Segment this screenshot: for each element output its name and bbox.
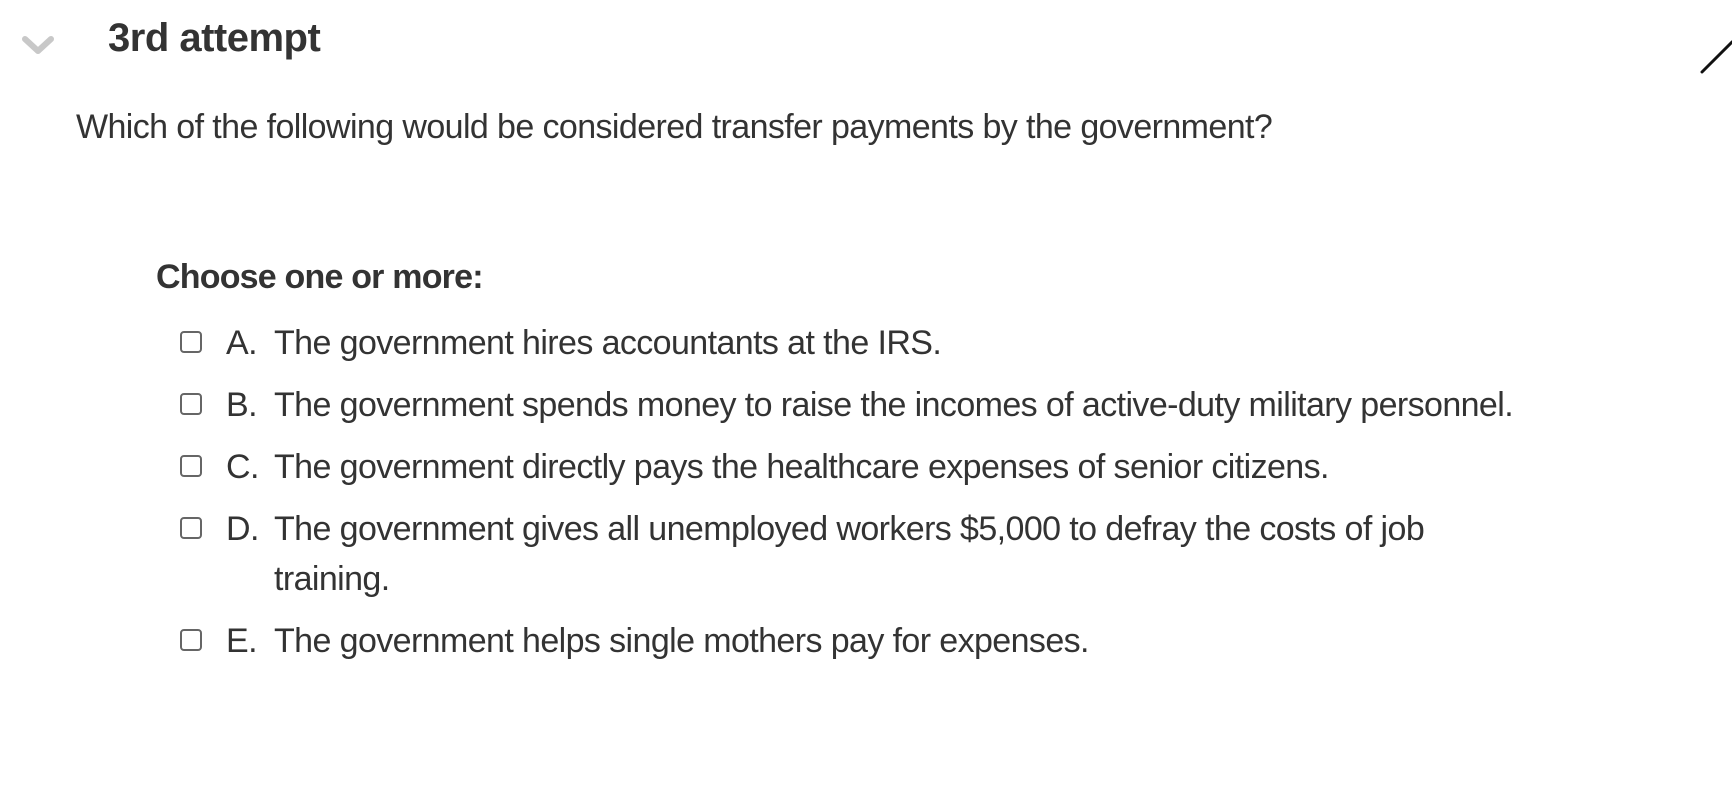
option-text: The government helps single mothers pay for expenses.	[274, 622, 1089, 660]
question-text: Which of the following would be considered transfer payments by the government?	[76, 108, 1273, 146]
answer-options-list	[180, 318, 1600, 678]
option-letter: C.	[226, 448, 259, 486]
option-a[interactable]	[180, 318, 1600, 368]
option-e-checkbox[interactable]	[180, 629, 202, 651]
option-e[interactable]	[180, 616, 1600, 666]
option-letter: E.	[226, 622, 257, 660]
option-b-checkbox[interactable]	[180, 393, 202, 415]
pencil-stroke-icon	[1700, 38, 1732, 74]
option-a-checkbox[interactable]	[180, 331, 202, 353]
chevron-down-icon[interactable]	[22, 34, 54, 56]
option-text: The government directly pays the healthcare expenses of senior citizens.	[274, 448, 1329, 486]
option-b[interactable]	[180, 380, 1600, 430]
option-d-checkbox[interactable]	[180, 517, 202, 539]
option-text: The government gives all unemployed workers $5,000 to defray the costs of job training.	[274, 510, 1425, 598]
option-text: The government spends money to raise the incomes of active-duty military personnel.	[274, 386, 1514, 424]
attempt-title: 3rd attempt	[108, 16, 321, 60]
option-d[interactable]	[180, 504, 1600, 604]
choose-label: Choose one or more:	[156, 258, 483, 296]
option-letter: D.	[226, 510, 259, 548]
attempt-header	[0, 0, 1732, 90]
option-c[interactable]	[180, 442, 1600, 492]
option-c-checkbox[interactable]	[180, 455, 202, 477]
option-letter: B.	[226, 386, 257, 424]
option-text: The government hires accountants at the IRS.	[274, 324, 942, 362]
option-letter: A.	[226, 324, 257, 362]
